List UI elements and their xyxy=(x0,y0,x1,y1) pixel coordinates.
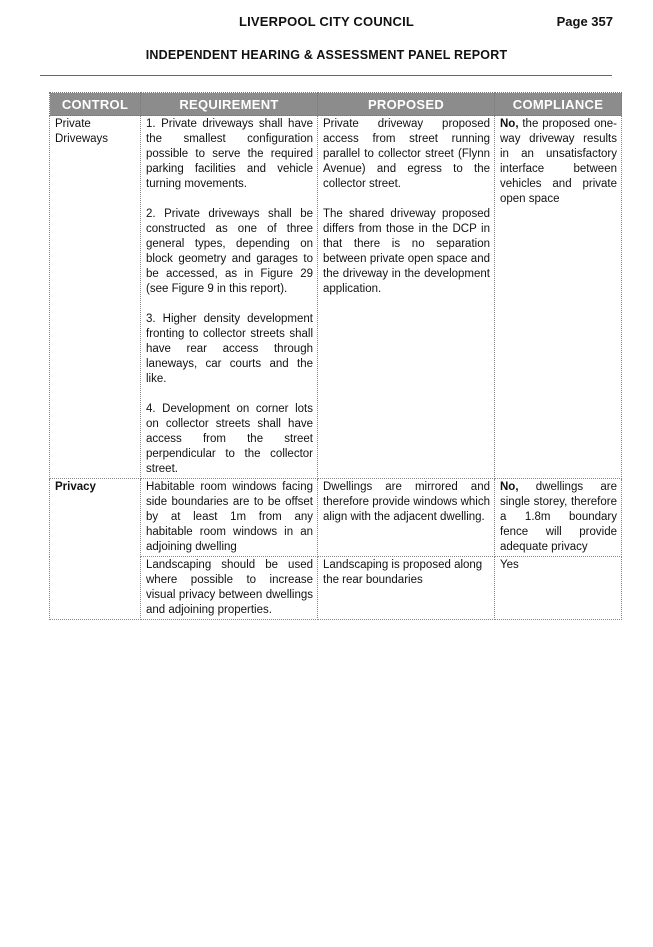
requirement-item: Landscaping should be used where possible to increase visual privacy between dwellings and adjoining properties. xyxy=(146,559,313,616)
requirement-item: Habitable room windows facing side boundaries are to be offset by at least 1m from any habitable room windows in an adjoining dwelling xyxy=(146,481,313,553)
requirement-cell xyxy=(141,116,318,479)
compliance-status: No, xyxy=(500,481,519,493)
compliance-text: dwellings are single storey, therefore a 1.8m boundary fence will provide adequate privacy xyxy=(500,481,617,553)
column-header-proposed: PROPOSED xyxy=(318,93,495,116)
page-number: Page 357 xyxy=(556,14,613,29)
assessment-table xyxy=(49,92,622,620)
proposed-cell xyxy=(318,479,495,557)
requirement-cell xyxy=(141,557,318,620)
council-name: LIVERPOOL CITY COUNCIL xyxy=(238,14,415,29)
column-header-control: CONTROL xyxy=(50,93,141,116)
control-cell xyxy=(50,479,141,620)
proposed-item: Landscaping is proposed along the rear boundaries xyxy=(323,559,483,586)
proposed-item: Dwellings are mirrored and therefore provide windows which align with the adjacent dwelling. xyxy=(323,481,490,523)
proposed-item: The shared driveway proposed differs from those in the DCP in that there is no separation between private open space and the driveway in the development application. xyxy=(323,208,490,295)
table-row-private-driveways xyxy=(50,116,622,479)
requirement-item: 2. Private driveways shall be constructed as one of three general types, depending on block geometry and garages to be accessed, as in Figure 29 (see Figure 9 in this report). xyxy=(146,208,313,295)
control-cell xyxy=(50,116,141,479)
proposed-cell xyxy=(318,116,495,479)
requirement-item: 4. Development on corner lots on collector streets shall have access from the street perpendicular to the collector street. xyxy=(146,403,313,475)
compliance-cell xyxy=(495,479,622,557)
compliance-cell xyxy=(495,557,622,620)
column-header-requirement: REQUIREMENT xyxy=(141,93,318,116)
requirement-item: 1. Private driveways shall have the smallest configuration possible to serve the required parking facilities and vehicle turning movements. xyxy=(146,118,313,190)
requirement-cell xyxy=(141,479,318,557)
compliance-cell xyxy=(495,116,622,479)
table-row-privacy xyxy=(50,479,622,557)
requirement-item: 3. Higher density development fronting to collector streets shall have rear access through laneways, car courts and the like. xyxy=(146,313,313,385)
compliance-text: the proposed one-way driveway results in an unsatisfactory interface between vehicles and private open space xyxy=(500,118,617,205)
compliance-status: No, xyxy=(500,118,519,130)
proposed-item: Private driveway proposed access from street running parallel to collector street (Flynn Avenue) and egress to the collector street. xyxy=(323,118,490,190)
header-divider xyxy=(40,75,612,76)
control-label: Privacy xyxy=(55,481,96,493)
table-header-row xyxy=(50,93,622,116)
column-header-compliance: COMPLIANCE xyxy=(495,93,622,116)
control-label: Private Driveways xyxy=(55,118,109,145)
proposed-cell xyxy=(318,557,495,620)
compliance-status: Yes xyxy=(500,559,519,571)
report-title: INDEPENDENT HEARING & ASSESSMENT PANEL REPORT xyxy=(145,48,508,62)
